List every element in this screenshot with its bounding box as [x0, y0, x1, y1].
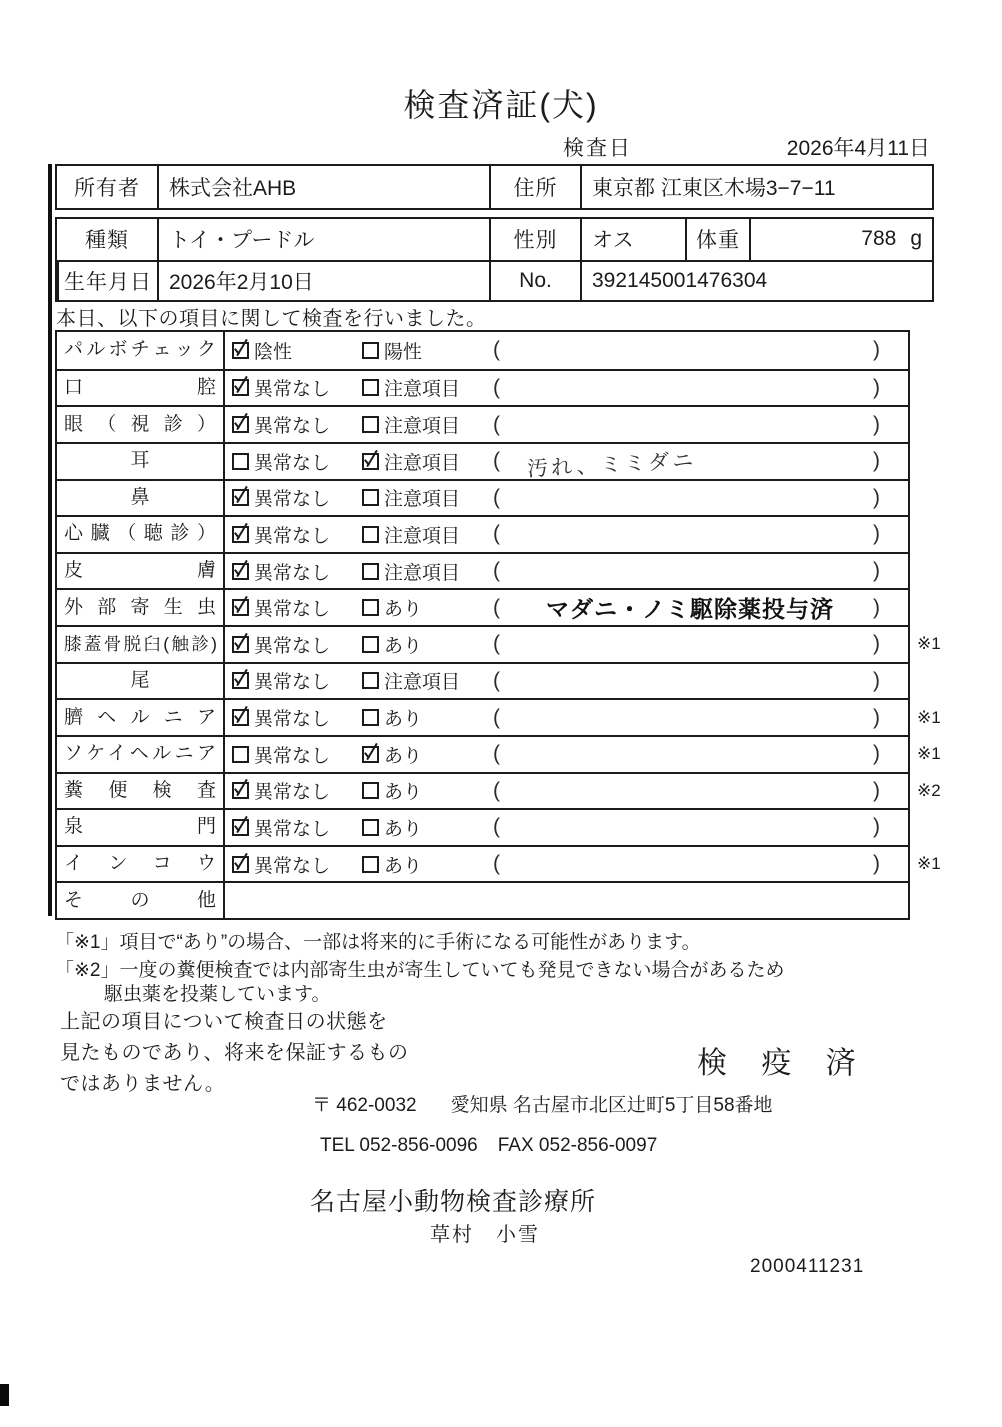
paren-close: ): [873, 632, 880, 656]
checkbox-icon: [232, 672, 249, 689]
option-1: [232, 810, 330, 845]
remark-text: [509, 664, 871, 699]
option-2-label: 注意項目: [384, 379, 461, 401]
checkbox-icon: [362, 379, 379, 396]
address-value: 東京都 江東区木場3−7−11: [580, 166, 932, 208]
option-2: [362, 664, 460, 699]
clinic-address-line: [312, 1090, 773, 1117]
option-2-label: あり: [384, 599, 423, 621]
item-name: ソケイヘルニア: [57, 737, 225, 772]
item-name: 口腔: [57, 371, 225, 406]
option-2: [362, 774, 422, 809]
option-2-label: あり: [384, 855, 423, 877]
option-1-label: 異常なし: [254, 525, 331, 547]
paren-open: (: [493, 742, 500, 766]
item-name: インコウ: [57, 847, 225, 882]
checkbox-icon: [232, 819, 249, 836]
item-name: 尾: [57, 664, 225, 699]
check-row: [57, 552, 908, 589]
check-row: [57, 515, 908, 552]
option-2: [362, 590, 422, 625]
no-value: 392145001476304: [580, 260, 932, 301]
option-2-label: 注意項目: [384, 672, 461, 694]
check-row: [57, 588, 908, 625]
quarantine-stamp: 検 疫 済: [697, 1047, 869, 1080]
row-content: [225, 700, 908, 735]
option-2: [362, 444, 460, 479]
checkbox-icon: [362, 672, 379, 689]
option-1-label: 異常なし: [254, 818, 331, 840]
reference-mark: ※1: [917, 634, 941, 654]
option-2: [362, 371, 460, 406]
paren-close: ): [873, 559, 880, 583]
item-name: 泉門: [57, 810, 225, 845]
option-2-label: あり: [384, 782, 423, 804]
row-content: [225, 444, 908, 482]
option-2: [362, 847, 422, 882]
checkbox-icon: [362, 416, 379, 433]
option-1-label: 異常なし: [254, 709, 331, 731]
option-2: [362, 517, 460, 552]
option-2: [362, 810, 422, 845]
check-row: [57, 405, 908, 442]
remark-text: マダニ・ノミ駆除薬投与済: [546, 596, 834, 623]
checkbox-icon: [362, 342, 379, 359]
paren-open: (: [493, 559, 500, 583]
intro-text: 本日、以下の項目に関して検査を行いました。: [56, 308, 487, 330]
paren-open: (: [493, 632, 500, 656]
remark-text: [509, 737, 871, 772]
paren-open: (: [493, 412, 500, 436]
check-row: [57, 369, 908, 406]
birth-label: 生年月日: [57, 260, 157, 301]
option-2-label: 注意項目: [384, 489, 461, 511]
paren-open: (: [493, 595, 500, 619]
check-row: [57, 625, 941, 662]
item-name: 外部寄生虫: [57, 590, 225, 625]
breed-label: 種類: [85, 229, 129, 253]
remark-text: [509, 554, 871, 589]
option-1: [232, 847, 330, 882]
address-label: 住所: [489, 166, 580, 208]
remark-text: [509, 847, 871, 882]
checkbox-icon: [362, 453, 379, 470]
scan-corner-artifact: [0, 1384, 9, 1406]
sex-label: 性別: [489, 219, 580, 260]
paren-close: ): [873, 668, 880, 692]
check-row: [57, 479, 908, 516]
option-1-label: 異常なし: [254, 855, 331, 877]
option-2: [362, 481, 460, 516]
weight-number: 788: [861, 227, 897, 251]
paren-open: (: [493, 485, 500, 509]
check-row: [57, 442, 908, 482]
paren-open: (: [493, 778, 500, 802]
clinic-tel: TEL 052-856-0096: [320, 1135, 478, 1156]
checkbox-icon: [362, 856, 379, 873]
owner-table: [55, 164, 934, 210]
row-content: [225, 664, 908, 699]
option-2: [362, 332, 422, 369]
checkbox-icon: [362, 489, 379, 506]
item-name: 臍ヘルニア: [57, 700, 225, 735]
remark-text: [509, 371, 871, 406]
remark-text: 汚れ、ミミダニ: [526, 449, 697, 482]
item-name: 心臓（聴診）: [57, 517, 225, 552]
paren-close: ): [873, 412, 880, 436]
clinic-address: 愛知県 名古屋市北区辻町5丁目58番地: [450, 1095, 773, 1116]
check-table: [55, 330, 941, 920]
checkbox-icon: [362, 782, 379, 799]
checkbox-icon: [232, 599, 249, 616]
check-row: [57, 881, 908, 918]
checkbox-icon: [232, 526, 249, 543]
remark-text: [509, 810, 871, 845]
paren-close: ): [873, 375, 880, 399]
option-2-label: あり: [384, 635, 423, 657]
option-1-label: 異常なし: [254, 452, 331, 474]
checkbox-icon: [362, 563, 379, 580]
item-name: 糞便検査: [57, 774, 225, 809]
reference-mark: ※1: [917, 707, 941, 727]
paren-open: (: [493, 522, 500, 546]
inspection-date-value: 2026年4月11日: [786, 137, 930, 160]
row-content: [225, 737, 908, 772]
animal-info-table: [55, 217, 934, 302]
paren-open: (: [493, 815, 500, 839]
owner-value: 株式会社AHB: [157, 166, 489, 208]
check-row: [57, 735, 941, 772]
reference-mark: ※1: [917, 854, 941, 874]
checkbox-icon: [362, 709, 379, 726]
row-content: [225, 627, 908, 662]
option-1-label: 異常なし: [254, 562, 331, 584]
paren-open: (: [493, 852, 500, 876]
option-1: [232, 444, 330, 479]
option-1: [232, 517, 330, 552]
checkbox-icon: [232, 489, 249, 506]
checkbox-icon: [232, 453, 249, 470]
option-2: [362, 700, 422, 735]
paren-open: (: [493, 338, 500, 362]
item-name: 耳: [57, 444, 225, 479]
checkbox-icon: [362, 746, 379, 763]
no-label: No.: [489, 260, 580, 301]
weight-value: [749, 219, 932, 260]
disclaimer-line-3: ではありません。: [60, 1073, 226, 1095]
row-content: [225, 554, 908, 589]
paren-close: ): [873, 778, 880, 802]
paren-close: ): [873, 595, 880, 619]
row-content: [225, 517, 908, 552]
paren-open: (: [493, 705, 500, 729]
reference-mark: ※1: [917, 744, 941, 764]
check-row: [57, 772, 941, 809]
paren-close: ): [873, 449, 880, 473]
option-1-label: 異常なし: [254, 599, 331, 621]
clinic-tel-line: [320, 1135, 657, 1157]
disclaimer-text: [60, 1007, 409, 1100]
row-content: [225, 810, 908, 845]
breed-value: トイ・プードル: [157, 219, 489, 260]
option-1: [232, 481, 330, 516]
option-2-label: 陽性: [384, 341, 423, 363]
serial-number: 2000411231: [750, 1256, 865, 1277]
sex-value: オス: [580, 219, 685, 260]
checkbox-icon: [232, 342, 249, 359]
check-row: [57, 332, 908, 369]
paren-close: ): [873, 522, 880, 546]
option-1-label: 異常なし: [254, 745, 331, 767]
item-name: その他: [57, 883, 225, 918]
option-1: [232, 664, 330, 699]
remark-text: [509, 517, 871, 552]
checkbox-icon: [232, 746, 249, 763]
birth-value: 2026年2月10日: [157, 260, 489, 301]
row-content: [225, 332, 908, 369]
item-name: 鼻: [57, 481, 225, 516]
check-row: [57, 845, 941, 882]
weight-unit: g: [910, 227, 922, 251]
paren-close: ): [873, 815, 880, 839]
checkbox-icon: [362, 636, 379, 653]
option-2-label: 注意項目: [384, 452, 461, 474]
item-name: 膝蓋骨脱臼(触診): [57, 627, 225, 662]
checkbox-icon: [232, 416, 249, 433]
check-row: [57, 698, 941, 735]
footnote-2: 「※2」一度の糞便検査では内部寄生虫が寄生していても発見できない場合があるため: [55, 960, 785, 981]
check-row: [57, 808, 908, 845]
row-content: [225, 774, 908, 809]
clinic-postal: 〒 462-0032: [312, 1095, 417, 1116]
option-1: [232, 554, 330, 589]
item-name: 眼（視診）: [57, 407, 225, 442]
row-content: [225, 847, 908, 882]
option-1: [232, 590, 330, 625]
option-1: [232, 332, 292, 369]
scan-edge-artifact: [48, 164, 52, 916]
inspection-date-label: 検査日: [563, 137, 632, 160]
disclaimer-line-1: 上記の項目について検査日の状態を: [60, 1011, 388, 1033]
checkbox-icon: [232, 379, 249, 396]
checkbox-icon: [362, 526, 379, 543]
remark-text: [509, 774, 871, 809]
option-1: [232, 371, 330, 406]
disclaimer-line-2: 見たものであり、将来を保証するもの: [60, 1042, 409, 1064]
row-content: [225, 883, 908, 918]
option-1-label: 異常なし: [254, 635, 331, 657]
remark-text: [509, 332, 871, 369]
checkbox-icon: [232, 563, 249, 580]
option-1: [232, 700, 330, 735]
page-title: 検査済証(犬): [403, 87, 599, 123]
paren-open: (: [493, 668, 500, 692]
option-2-label: 注意項目: [384, 416, 461, 438]
paren-close: ): [873, 742, 880, 766]
remark-text: [509, 481, 871, 516]
option-2-label: あり: [384, 709, 423, 731]
option-1-label: 異常なし: [254, 489, 331, 511]
option-1-label: 陰性: [254, 341, 293, 363]
footnote-1: 「※1」項目で“あり”の場合、一部は将来的に手術になる可能性があります。: [55, 932, 701, 953]
remark-text: [509, 627, 871, 662]
option-1-label: 異常なし: [254, 416, 331, 438]
checkbox-icon: [232, 856, 249, 873]
row-content: [225, 481, 908, 516]
paren-close: ): [873, 705, 880, 729]
option-2-label: 注意項目: [384, 525, 461, 547]
paren-open: (: [493, 375, 500, 399]
option-2: [362, 627, 422, 662]
item-name: パルボチェック: [57, 332, 225, 369]
row-content: [225, 371, 908, 406]
weight-label: 体重: [685, 219, 749, 260]
option-2: [362, 407, 460, 442]
checkbox-icon: [362, 599, 379, 616]
option-2: [362, 554, 460, 589]
clinic-fax: FAX 052-856-0097: [497, 1135, 658, 1156]
option-1-label: 異常なし: [254, 672, 331, 694]
checkbox-icon: [232, 636, 249, 653]
paren-open: (: [493, 449, 500, 473]
row-content: [225, 590, 908, 625]
paren-close: ): [873, 852, 880, 876]
option-2-label: あり: [384, 745, 423, 767]
option-1-label: 異常なし: [254, 379, 331, 401]
reference-mark: ※2: [917, 780, 941, 800]
paren-close: ): [873, 485, 880, 509]
remark-text: [509, 700, 871, 735]
option-2-label: 注意項目: [384, 562, 461, 584]
item-name: 皮膚: [57, 554, 225, 589]
option-1: [232, 627, 330, 662]
paren-close: ): [873, 338, 880, 362]
veterinarian-name: 草村 小雪: [430, 1224, 540, 1246]
owner-label: 所有者: [74, 177, 140, 200]
checkbox-icon: [232, 782, 249, 799]
checkbox-icon: [362, 819, 379, 836]
option-1: [232, 737, 330, 772]
option-2: [362, 737, 422, 772]
clinic-name: 名古屋小動物検査診療所: [310, 1188, 597, 1216]
footnote-2-cont: 駆虫薬を投薬しています。: [104, 984, 331, 1005]
option-1-label: 異常なし: [254, 782, 331, 804]
checkbox-icon: [232, 709, 249, 726]
check-row: [57, 662, 908, 699]
option-2-label: あり: [384, 818, 423, 840]
option-1: [232, 774, 330, 809]
option-1: [232, 407, 330, 442]
